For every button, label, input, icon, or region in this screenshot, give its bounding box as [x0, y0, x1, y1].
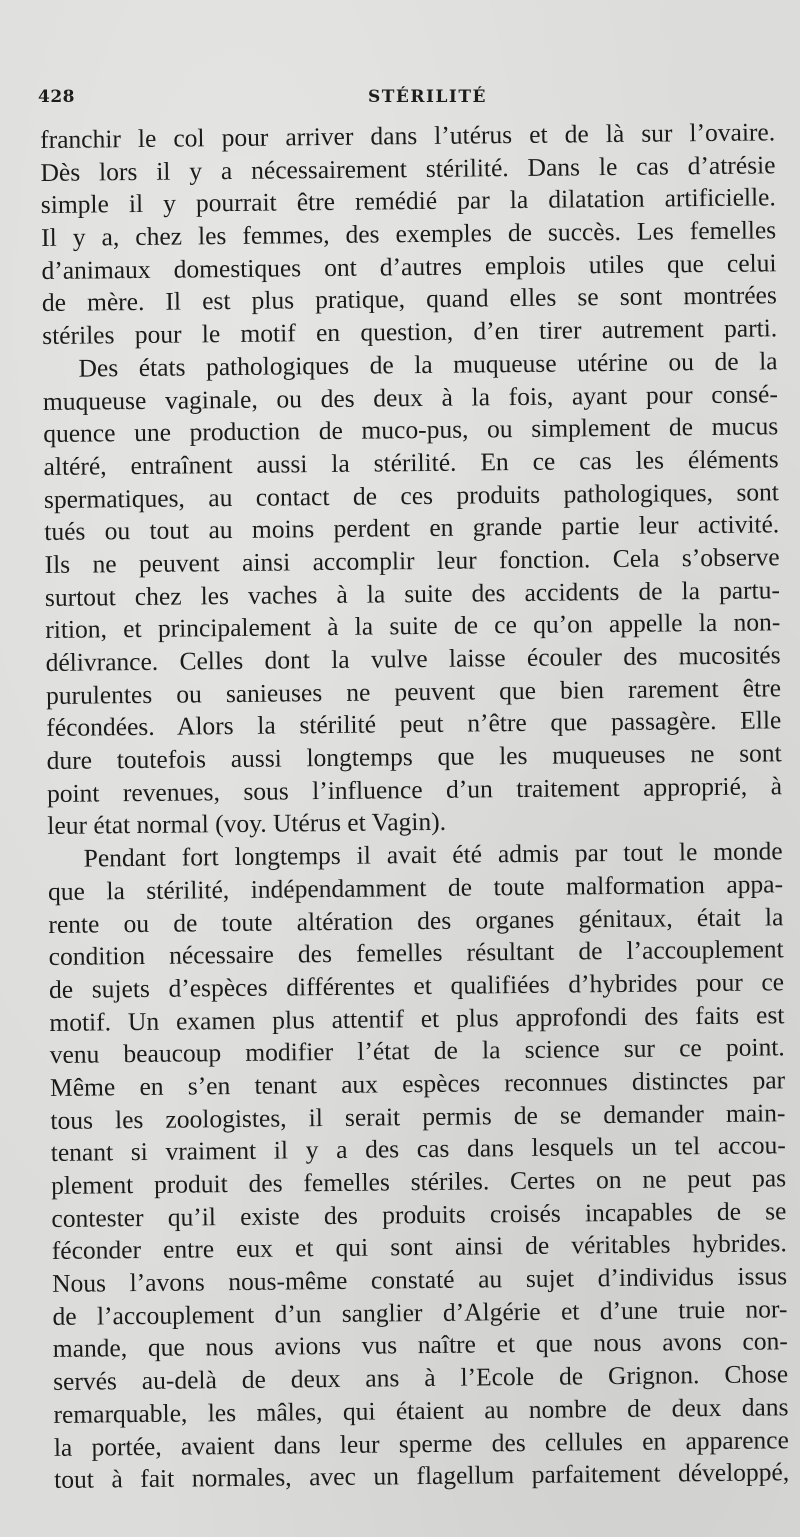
- paragraph-end-line: leur état normal (voy. Utérus et Vagin).: [47, 807, 447, 841]
- text-line: franchir le col pour arriver dans l’utérus et de là sur l’ovaire.: [40, 117, 776, 154]
- text-line: tout à fait normales, avec un flagellum parfaitement développé,: [54, 1457, 790, 1495]
- text-line: mande, que nous avions vus naître et que nous avons con-: [52, 1326, 788, 1364]
- text-line: rition, et principalement à la suite de ce qu’on appelle la non-: [45, 607, 781, 645]
- text-line: simple il y pourrait être remédié par la dilatation artificielle.: [40, 182, 776, 220]
- text-line: contester qu’il existe des produits croisés incapables de se: [51, 1195, 787, 1233]
- text-line: Même en s’en tenant aux espèces reconnues distinctes par: [49, 1065, 786, 1102]
- text-line: Ils ne peuvent ainsi accomplir leur fonction. Cela s’observe: [44, 542, 780, 579]
- text-line: dure toutefois aussi longtemps que les muqueuses ne sont: [46, 738, 782, 776]
- text-line: Il y a, chez les femmes, des exemples de succès. Les femelles: [41, 215, 777, 253]
- running-head: STÉRILITÉ: [368, 87, 487, 107]
- text-line: purulentes ou sanieuses ne peuvent que bien rarement être: [45, 672, 782, 710]
- text-line: fécondées. Alors la stérilité peut n’être que passagère. Elle: [46, 705, 782, 743]
- text-line: délivrance. Celles dont la vulve laisse écouler des mucosités: [45, 640, 781, 677]
- text-line: quence une production de muco-pus, ou simplement de mucus: [43, 411, 779, 449]
- text-line: surtout chez les vaches à la suite des accidents de la partu-: [44, 574, 781, 612]
- paragraph-start-line: Pendant fort longtemps il avait été admis par tout le monde: [83, 836, 783, 873]
- text-line: de sujets d’espèces différentes et qualifiées d’hybrides pour ce: [48, 967, 785, 1004]
- text-line: rente ou de toute altération des organes génitaux, était la: [48, 901, 784, 939]
- text-line: la portée, avaient dans leur sperme des cellules en apparence: [53, 1424, 789, 1462]
- text-line: spermatiques, au contact de ces produits pathologiques, sont: [43, 476, 780, 514]
- text-line: tous les zoologistes, il serait permis de se demander main-: [50, 1097, 786, 1135]
- text-line: Dès lors il y a nécessairement stérilité. Dans le cas d’atrésie: [40, 149, 776, 187]
- text-line: stériles pour le motif en question, d’en tirer autrement parti.: [42, 313, 778, 351]
- text-line: tués ou tout au moins perdent en grande partie leur activité.: [44, 509, 780, 547]
- text-line: d’animaux domestiques ont d’autres emplois utiles que celui: [41, 248, 777, 285]
- text-line: féconder entre eux et qui sont ainsi de véritables hybrides.: [51, 1228, 787, 1266]
- text-line: que la stérilité, indépendamment de toute malformation appa-: [47, 869, 784, 906]
- text-line: tenant si vraiment il y a des cas dans lesquels un tel accou-: [50, 1130, 786, 1168]
- text-line: servés au-delà de deux ans à l’Ecole de Grignon. Chose: [53, 1359, 789, 1397]
- text-line: condition nécessaire des femelles résultant de l’accouplement: [48, 934, 784, 972]
- text-line: remarquable, les mâles, qui étaient au nombre de deux dans: [53, 1392, 789, 1429]
- text-line: Nous l’avons nous-même constaté au sujet d’individus issus: [51, 1261, 788, 1298]
- text-line: de l’accouplement d’un sanglier d’Algérie et d’une truie nor-: [52, 1293, 788, 1331]
- text-line: point revenues, sous l’influence d’un traitement approprié, à: [46, 771, 783, 808]
- text-line: muqueuse vaginale, ou des deux à la fois, ayant pour consé-: [42, 378, 779, 416]
- body-text: [40, 116, 789, 1496]
- text-line: altéré, entraînent aussi la stérilité. En ce cas les éléments: [43, 444, 779, 481]
- page-number: 428: [38, 87, 75, 107]
- text-line: plement produit des femelles stériles. Certes on ne peut pas: [50, 1163, 787, 1200]
- text-line: motif. Un examen plus attentif et plus approfondi des faits est: [49, 999, 785, 1037]
- paragraph-start-line: Des états pathologiques de la muqueuse utérine ou de la: [78, 346, 778, 383]
- text-line: de mère. Il est plus pratique, quand elles se sont montrées: [41, 280, 777, 318]
- text-line: venu beaucoup modifier l’état de la science sur ce point.: [49, 1032, 785, 1070]
